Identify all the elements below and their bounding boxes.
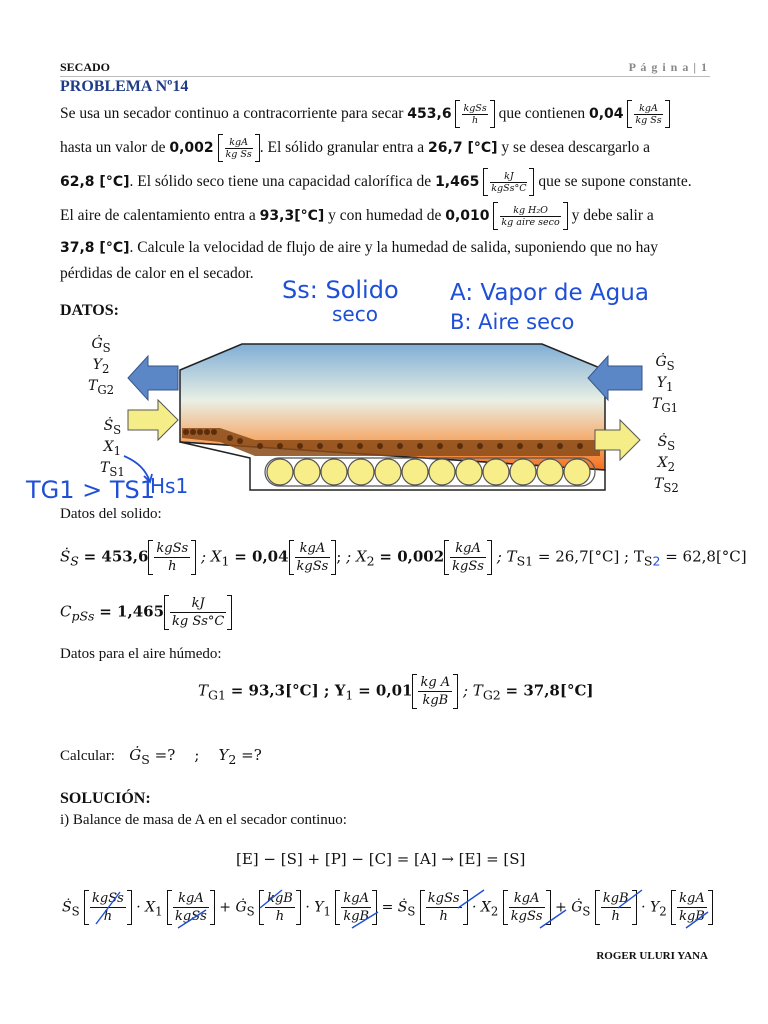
label-right-bottom: Ṡ$_S$ $X_2$ $T_{S2}$	[654, 434, 679, 495]
datos-aire-label: Datos para el aire húmedo:	[60, 646, 222, 662]
handwritten-a: A: Vapor de Agua	[450, 280, 649, 306]
solid-data-equation: Ṡ$_S$ = 453,6 kgSs h ; $X_1 = 0,04$ kgA kgSs ; ; $X_2 = 0,002$ kgA kgSs ; $T_{S1} = 26,7[^\circ C]$ ; $T_{S2} = 62,8[^\circ C]$	[60, 541, 747, 574]
calcular-line: Calcular: $Ġ_S$ =? ; $Y_2$ =?	[60, 746, 262, 767]
statement-line-3: 62,8 [°C]. El sólido seco tiene una capacidad calorífica de 1,465 $\frac{kJ}{\text{kgSs°C}}$ que se supone constante.	[60, 168, 710, 196]
handwritten-temp: TG1 > TS1	[26, 476, 156, 504]
problem-title: PROBLEMA Nº14	[60, 78, 189, 95]
statement-line-5: 37,8 [°C]. Calcule la velocidad de flujo de aire y la humedad de salida, suponiendo que no hay	[60, 239, 659, 256]
handwritten-hs1: Hs1	[150, 474, 189, 498]
gas-out-arrow	[128, 356, 178, 400]
handwritten-ss: Ss: Solido	[282, 276, 399, 304]
statement-line-1: Se usa un secador continuo a contracorriente para secar 453,6 $\frac{\text{kgSs}}{h}$ que contienen 0,04 $\frac{\text{kgA}}{\text{kg Ss}}$	[60, 100, 710, 128]
handwritten-seco: seco	[332, 302, 378, 326]
cancel-strokes	[60, 884, 720, 934]
datos-solido-label: Datos del solido:	[60, 506, 162, 522]
handwritten-b: B: Aire seco	[450, 310, 575, 334]
problem-statement	[60, 100, 710, 286]
mass-balance-equation: Ṡ$_S$ kgSs h · $X_1$ kgA kgSs + $Ġ_S$ kgB h · $Y_1$ kgA kgB = Ṡ$_S$ kgSs h · $X_2$ kgA kgSs + $Ġ_S$ kgB h · $Y_2$ kgA kgB	[62, 890, 713, 925]
solucion-heading: SOLUCIÓN:	[60, 790, 151, 807]
header-right: P á g i n a | 1	[628, 60, 708, 74]
balance-equation: [E] − [S] + [P] − [C] = [A] → [E] = [S]	[236, 850, 526, 868]
header-left: SECADO	[60, 60, 111, 74]
label-left-top: $Ġ_S$ $Y_2$ $T_{G2}$	[88, 336, 115, 397]
datos-heading: DATOS:	[60, 302, 119, 319]
solid-in-arrow	[128, 400, 178, 440]
statement-line-6: pérdidas de calor en el secador.	[60, 265, 254, 282]
statement-line-2: hasta un valor de 0,002 $\frac{\text{kgA}}{\text{kg Ss}}$ . El sólido granular entra a 26,7 [°C] y se desea descargarlo a	[60, 134, 710, 162]
air-data-equation: $T_{G1} = 93,3[^\circ C]$ ; $Y_1 = 0,01$ kg A kgB ; $T_{G2} = 37,8[^\circ C]$	[198, 675, 594, 708]
label-left-bottom: Ṡ$_S$ $X_1$ $T_{S1}$	[100, 418, 125, 479]
label-right-top: $Ġ_S$ $Y_1$ $T_{G1}$	[652, 354, 679, 415]
header-rule	[60, 76, 710, 77]
statement-line-4: El aire de calentamiento entra a 93,3[°C] y con humedad de 0,010 $\frac{\text{kg H₂O}}{\text{kg aire seco}}$ y debe salir a	[60, 202, 710, 230]
handwritten-sub2: 2	[652, 553, 661, 569]
step-1-label: i) Balance de masa de A en el secador continuo:	[60, 812, 347, 828]
footer-author: ROGER ULURI YANA	[596, 950, 708, 962]
handwritten-arrow	[120, 452, 160, 486]
cp-equation: $C_{pSs} = 1,465$ $\frac{kJ}{\text{kg Ss°C}}$	[60, 595, 232, 630]
